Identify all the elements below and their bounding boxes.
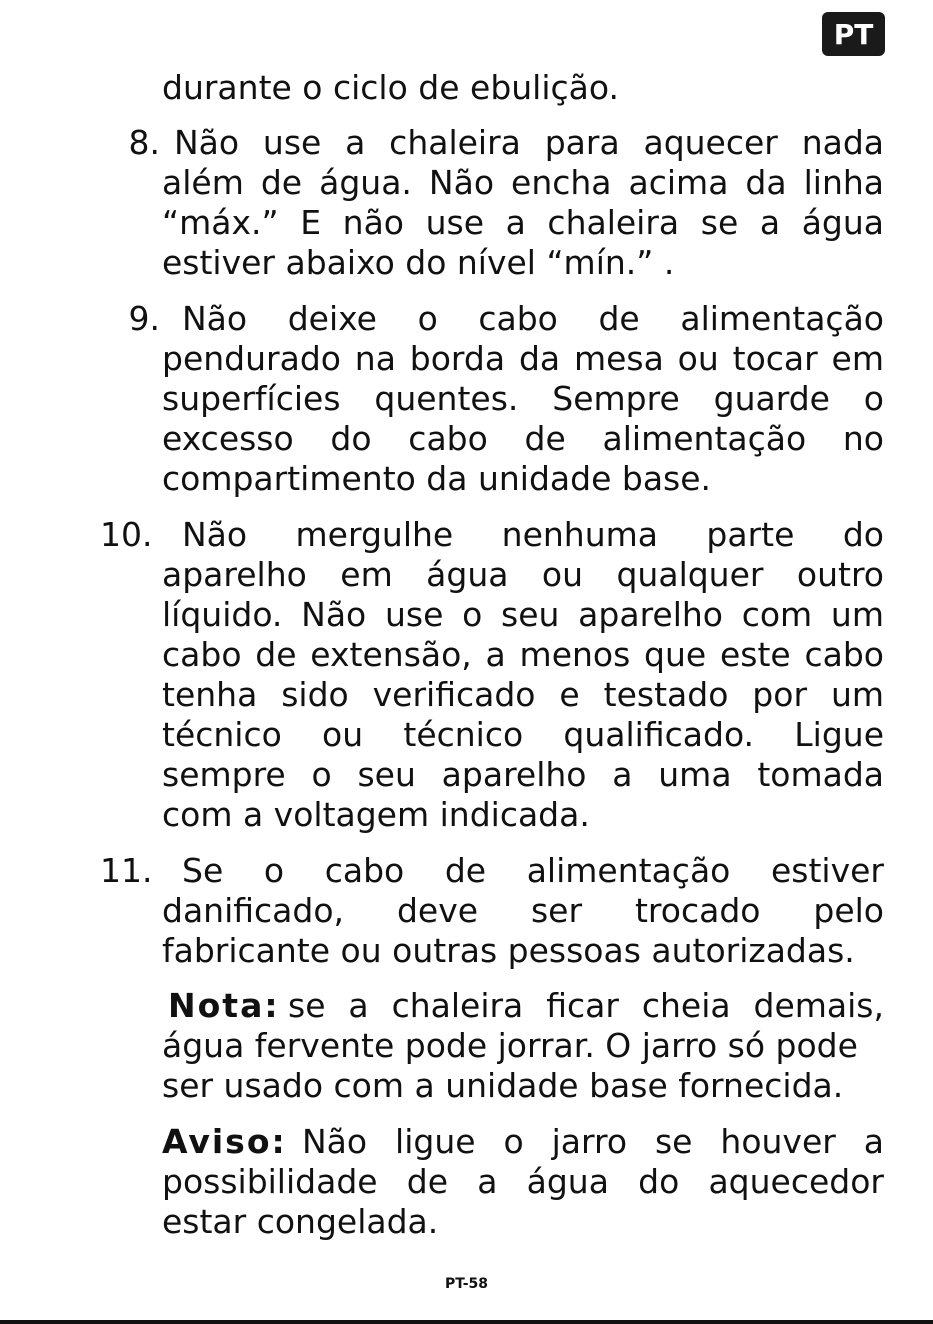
item-11-line-2: danificado, deve ser trocado pelo: [162, 891, 884, 930]
nota-line-3: ser usado com a unidade base fornecida.: [162, 1066, 844, 1105]
item-10-line-1: Não mergulhe nenhuma parte do: [182, 515, 884, 554]
item-10-line-4: cabo de extensão, a menos que este cabo: [162, 635, 884, 674]
item-8-line-4: estiver abaixo do nível “mín.” .: [162, 243, 675, 282]
page-number: PT-58: [444, 1276, 489, 1292]
item-10-line-6: técnico ou técnico qualificado. Ligue: [162, 715, 884, 754]
item-9-line-1: Não deixe o cabo de alimentação: [182, 299, 884, 338]
bottom-border: [0, 1320, 933, 1324]
nota-line-2: água fervente pode jorrar. O jarro só pode: [162, 1026, 858, 1065]
language-badge: PT: [822, 12, 885, 56]
aviso-label: Aviso:: [162, 1122, 287, 1161]
item-11-number: 11.: [100, 851, 153, 890]
aviso-line-3: estar congelada.: [162, 1202, 439, 1241]
item-10-line-2: aparelho em água ou qualquer outro: [162, 555, 884, 594]
item-8-line-1: Não use a chaleira para aquecer nada: [174, 123, 884, 162]
nota-line-1: se a chaleira ficar cheia demais,: [288, 986, 884, 1025]
item-9-line-2: pendurado na borda da mesa ou tocar em: [162, 339, 884, 378]
item-11-line-1: Se o cabo de alimentação estiver: [182, 851, 884, 890]
item-8-line-2: além de água. Não encha acima da linha: [162, 163, 884, 202]
nota-label: Nota:: [168, 986, 280, 1025]
item-9-number: 9.: [128, 299, 160, 338]
item-11-line-3: fabricante ou outras pessoas autorizadas.: [162, 931, 855, 970]
item-8-number: 8.: [128, 123, 160, 162]
aviso-line-1: Não ligue o jarro se houver a: [302, 1122, 884, 1161]
item-8-line-3: “máx.” E não use a chaleira se a água: [162, 203, 884, 242]
item-10-line-8: com a voltagem indicada.: [162, 795, 590, 834]
item-10-line-5: tenha sido verificado e testado por um: [162, 675, 884, 714]
item-10-line-3: líquido. Não use o seu aparelho com um: [162, 595, 884, 634]
item-10-line-7: sempre o seu aparelho a uma tomada: [162, 755, 884, 794]
aviso-line-2: possibilidade de a água do aquecedor: [162, 1162, 884, 1201]
item-10-number: 10.: [100, 515, 153, 554]
item-9-line-3: superfícies quentes. Sempre guarde o: [162, 379, 884, 418]
continuation-line: durante o ciclo de ebulição.: [162, 68, 619, 107]
item-9-line-4: excesso do cabo de alimentação no: [162, 419, 884, 458]
item-9-line-5: compartimento da unidade base.: [162, 459, 712, 498]
